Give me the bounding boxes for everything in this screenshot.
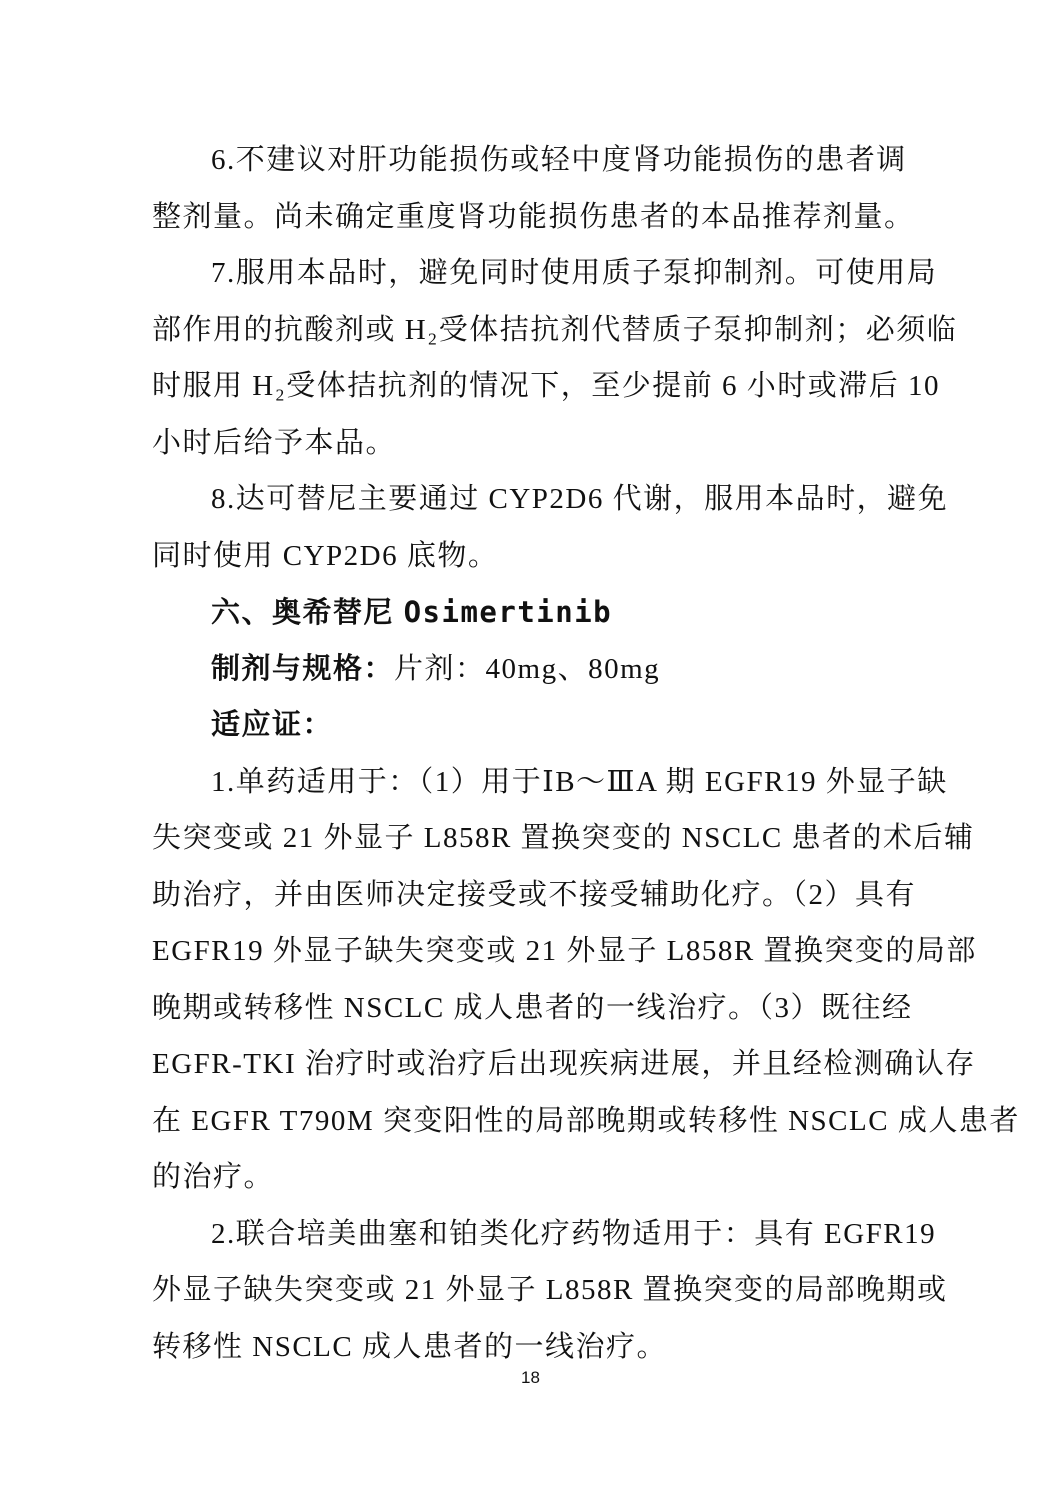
text-line: [152, 754, 948, 811]
body-text: 小时后给予本品。: [152, 426, 397, 459]
text-line: [152, 132, 908, 189]
body-text: 片剂：40mg、80mg: [394, 652, 661, 685]
body-text: 晚期或转移性 NSCLC 成人患者的一线治疗。（3）既往经: [152, 991, 913, 1024]
body-text: EGFR-TKI 治疗时或治疗后出现疾病进展，并且经检测确认存: [152, 1048, 976, 1080]
text-line: [152, 302, 958, 359]
body-text: 转移性 NSCLC 成人患者的一线治疗。: [152, 1330, 667, 1363]
heading-text: Osimertinib: [403, 595, 613, 629]
text-line: [152, 245, 938, 302]
body-text: EGFR19 外显子缺失突变或 21 外显子 L858R 置换突变的局部: [152, 935, 977, 967]
body-text: 7.服用本品时，避免同时使用质子泵抑制剂。可使用局: [211, 257, 938, 289]
document-body: [152, 132, 1020, 1375]
text-line: [152, 810, 975, 867]
body-text: 失突变或 21 外显子 L858R 置换突变的 NSCLC 患者的术后辅: [152, 822, 975, 854]
page-number: 18: [521, 1368, 540, 1387]
body-text: 6.不建议对肝功能损伤或轻中度肾功能损伤的患者调: [211, 144, 907, 176]
text-line: [152, 528, 908, 585]
body-text: 助治疗，并由医师决定接受或不接受辅助化疗。（2）具有: [152, 878, 917, 911]
text-line: [152, 641, 908, 698]
body-text: 8.达可替尼主要通过 CYP2D6 代谢，服用本品时，避免: [211, 483, 949, 515]
text-line: [152, 1319, 908, 1376]
body-text: 的治疗。: [152, 1161, 275, 1193]
body-text: 1.单药适用于：（1）用于ⅠB～ⅢA 期 EGFR19 外显子缺: [211, 765, 948, 798]
text-line: [152, 1093, 1020, 1150]
text-line: [152, 358, 941, 415]
body-text: 2.联合培美曲塞和铂类化疗药物适用于：具有 EGFR19: [211, 1217, 937, 1250]
text-line: [152, 1206, 937, 1263]
text-line: [152, 415, 908, 472]
page-footer: [0, 1368, 1061, 1388]
body-text: 外显子缺失突变或 21 外显子 L858R 置换突变的局部晚期或: [152, 1274, 948, 1306]
text-line: [152, 1149, 908, 1206]
text-line: [152, 697, 908, 754]
text-line: [152, 584, 908, 641]
text-line: [152, 867, 917, 924]
text-line: [152, 980, 913, 1037]
text-line: [152, 1262, 948, 1319]
text-line: [152, 189, 915, 246]
heading-text: 制剂与规格：: [211, 652, 395, 685]
text-line: [152, 471, 949, 528]
text-line: [152, 923, 977, 980]
body-text: 时服用 H₂受体拮抗剂的情况下，至少提前 6 小时或滞后 10: [152, 370, 941, 402]
body-text: 部作用的抗酸剂或 H₂受体拮抗剂代替质子泵抑制剂；必须临: [152, 313, 958, 346]
body-text: 整剂量。尚未确定重度肾功能损伤患者的本品推荐剂量。: [152, 200, 915, 233]
heading-text: 适应证：: [211, 709, 334, 741]
text-line: [152, 1036, 976, 1093]
body-text: 在 EGFR T790M 突变阳性的局部晚期或转移性 NSCLC 成人患者: [152, 1104, 1020, 1137]
heading-text: 六、奥希替尼: [211, 597, 404, 629]
body-text: 同时使用 CYP2D6 底物。: [152, 539, 499, 572]
